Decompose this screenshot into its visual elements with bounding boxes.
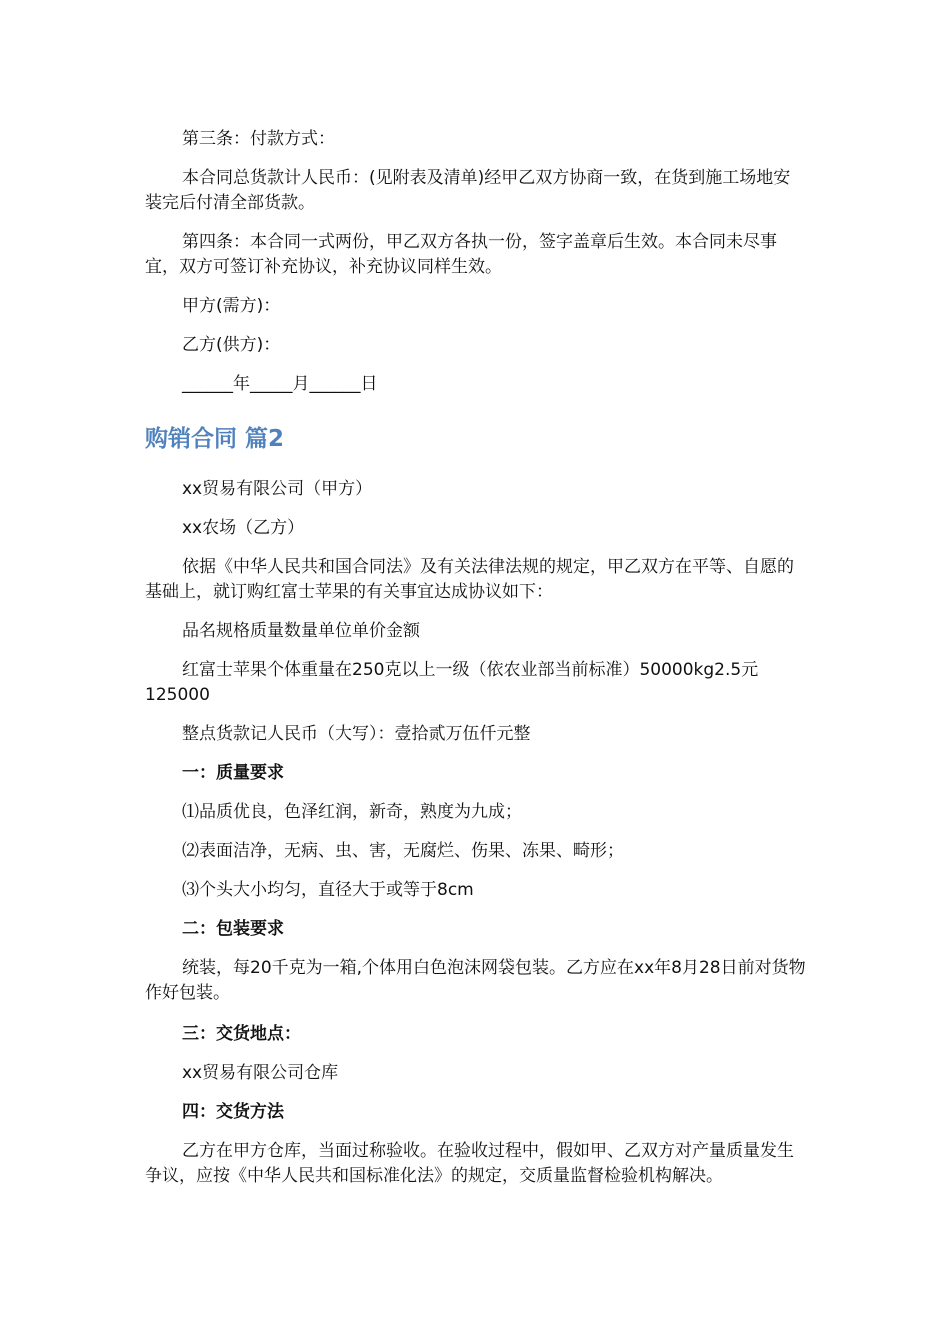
party-b-signature-line: 乙方(供方)：: [182, 335, 281, 355]
quality-item-2: ⑵表面洁净，无病、虫、害，无腐烂、伤果、冻果、畸形；: [182, 841, 624, 861]
party-a-name: xx贸易有限公司（甲方）: [182, 479, 373, 499]
delivery-method-title: 四：交货方法: [182, 1102, 284, 1122]
date-line: ______年_____月______日: [182, 374, 378, 394]
party-b-name: xx农场（乙方）: [182, 518, 305, 538]
delivery-place-title: 三：交货地点：: [182, 1024, 301, 1044]
article3-body: 本合同总货款计人民币：(见附表及清单)经甲乙双方协商一致，在货到施工场地安装完后付清全部货款。: [145, 168, 791, 213]
quality-item-1: ⑴品质优良，色泽红润，新奇，熟度为九成；: [182, 802, 522, 822]
party-a-signature-line: 甲方(需方)：: [182, 296, 281, 316]
delivery-place-body: xx贸易有限公司仓库: [182, 1063, 339, 1083]
table-header-line: 品名规格质量数量单位单价金额: [182, 621, 420, 641]
table-row-line: 红富士苹果个体重量在250克以上一级（依农业部当前标准）50000kg2.5元125000: [145, 660, 759, 705]
article3-title: 第三条：付款方式：: [182, 129, 335, 149]
section-heading: 购销合同 篇2: [145, 426, 285, 452]
packaging-title: 二：包装要求: [182, 919, 284, 939]
quality-title: 一：质量要求: [182, 763, 284, 783]
delivery-method-body: 乙方在甲方仓库，当面过称验收。在验收过程中，假如甲、乙双方对产量质量发生争议，应按《中华人民共和国标准化法》的规定，交质量监督检验机构解决。: [145, 1141, 794, 1186]
article4-body: 第四条：本合同一式两份，甲乙双方各执一份，签字盖章后生效。本合同未尽事宜，双方可签订补充协议，补充协议同样生效。: [145, 232, 777, 277]
packaging-body: 统装，每20千克为一箱,个体用白色泡沫网袋包装。乙方应在xx年8月28日前对货物作好包装。: [145, 958, 806, 1003]
total-amount: 整点货款记人民币（大写）：壹拾贰万伍仟元整: [182, 724, 531, 744]
intro-paragraph: 依据《中华人民共和国合同法》及有关法律法规的规定，甲乙双方在平等、自愿的基础上，就订购红富士苹果的有关事宜达成协议如下：: [145, 557, 794, 602]
quality-item-3: ⑶个头大小均匀，直径大于或等于8cm: [182, 880, 474, 900]
